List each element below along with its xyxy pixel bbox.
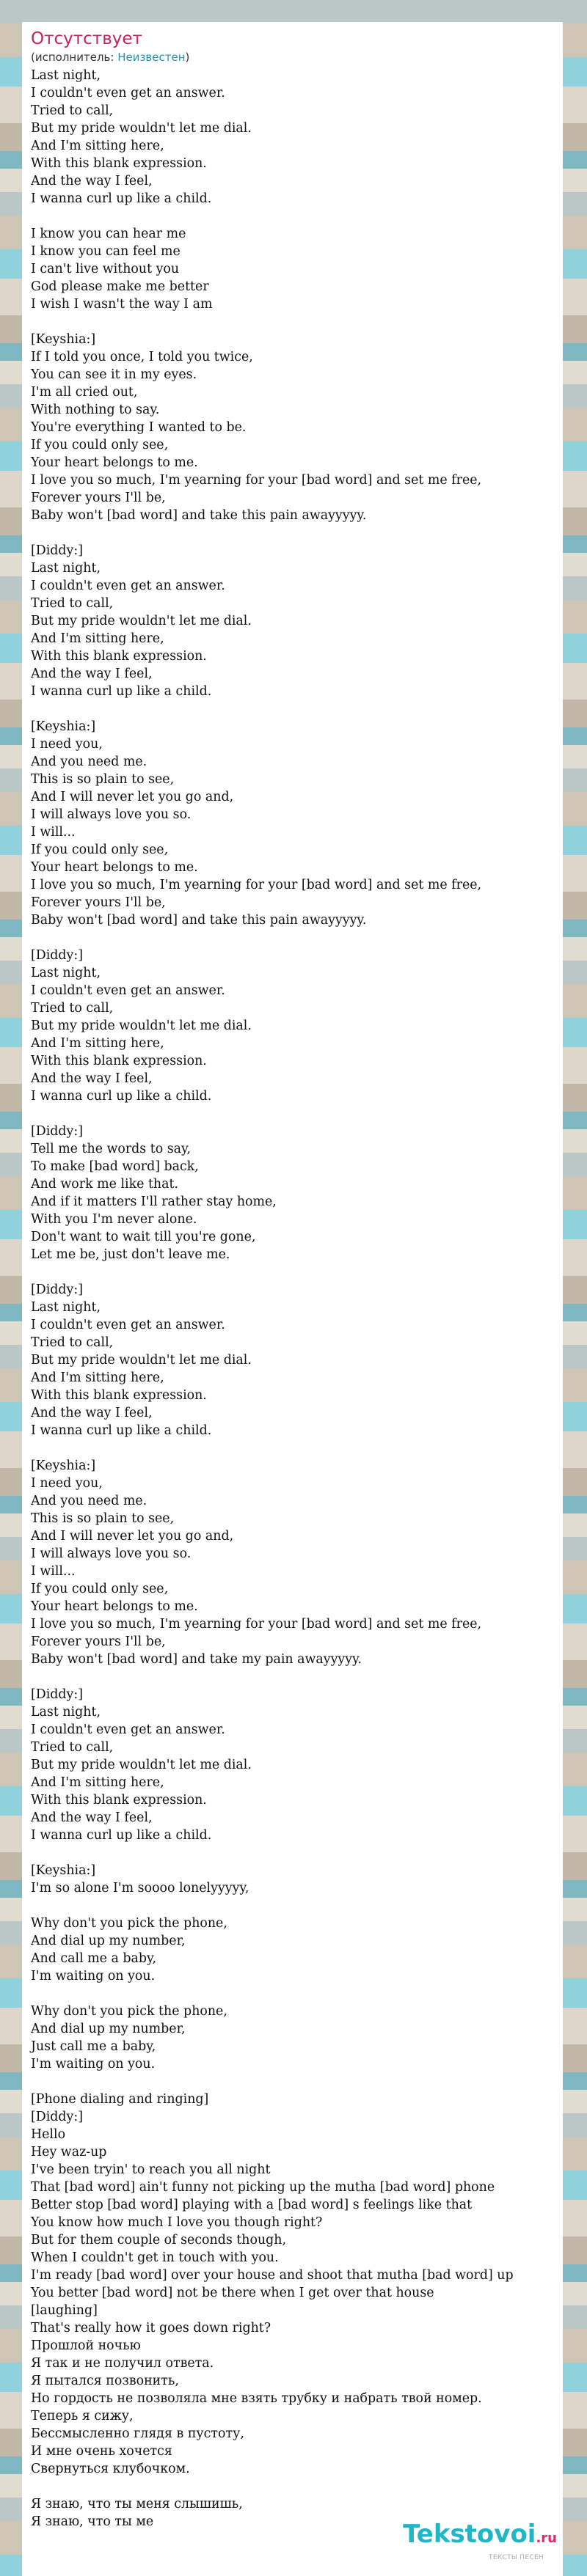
lyric-line: Tried to call,: [31, 1335, 114, 1350]
lyric-line: And I'm sitting here,: [31, 1775, 164, 1790]
lyric-line: [Keyshia:]: [31, 719, 96, 734]
lyric-line: Your heart belongs to me.: [31, 1599, 198, 1614]
lyric-line: And I will never let you go and,: [31, 790, 234, 804]
lyric-line: Hey waz-up: [31, 2145, 107, 2159]
lyric-line: [Diddy:]: [31, 948, 84, 963]
lyric-line: Я так и не получил ответа.: [31, 2356, 214, 2371]
lyric-line: [31, 700, 563, 718]
lyric-line: Tried to call,: [31, 1740, 114, 1755]
lyric-line: I will always love you so.: [31, 807, 192, 822]
lyric-line: I wanna curl up like a child.: [31, 1089, 212, 1104]
lyric-line: And I'm sitting here,: [31, 631, 164, 646]
lyric-line: [31, 929, 563, 947]
lyric-line: I wish I wasn't the way I am: [31, 297, 213, 312]
lyric-line: Let me be, just don't leave me.: [31, 1247, 230, 1262]
lyric-line: [31, 1105, 563, 1123]
lyric-line: This is so plain to see,: [31, 772, 175, 787]
lyric-line: [Diddy:]: [31, 1283, 84, 1297]
lyric-line: You can see it in my eyes.: [31, 367, 197, 382]
lyric-line: And work me like that.: [31, 1177, 179, 1192]
lyric-line: [31, 2073, 563, 2091]
lyric-line: I can't live without you: [31, 262, 180, 276]
lyric-line: [31, 313, 563, 331]
lyric-line: Tried to call,: [31, 1001, 114, 1016]
lyric-line: I will...: [31, 825, 76, 840]
lyric-line: And I'm sitting here,: [31, 1036, 164, 1051]
lyric-line: Why don't you pick the phone,: [31, 2004, 227, 2019]
lyric-line: You're everything I wanted to be.: [31, 420, 247, 435]
lyric-line: But my pride wouldn't let me dial.: [31, 1758, 252, 1772]
site-logo[interactable]: [400, 2520, 560, 2553]
lyric-line: But my pride wouldn't let me dial.: [31, 1019, 252, 1033]
lyric-line: I'm all cried out,: [31, 385, 138, 400]
lyric-line: And dial up my number,: [31, 2022, 186, 2036]
lyric-line: I couldn't even get an answer.: [31, 579, 225, 593]
lyric-line: Прошлой ночью: [31, 2338, 141, 2353]
lyric-line: [Diddy:]: [31, 1124, 84, 1139]
lyric-line: Don't want to wait till you're gone,: [31, 1230, 256, 1244]
lyric-line: And the way I feel,: [31, 667, 153, 681]
lyric-line: [31, 1439, 563, 1457]
lyric-line: With this blank expression.: [31, 1793, 207, 1808]
lyric-line: And the way I feel,: [31, 1810, 153, 1825]
lyric-line: Я знаю, что ты ме: [31, 2514, 154, 2529]
lyric-line: [31, 2478, 563, 2495]
lyric-line: With this blank expression.: [31, 649, 207, 664]
lyric-line: And call me a baby,: [31, 1951, 157, 1966]
lyric-line: With this blank expression.: [31, 1388, 207, 1403]
lyric-line: Baby won't [bad word] and take this pain awayyyyy.: [31, 913, 367, 928]
artist-link[interactable]: Неизвестен: [117, 51, 186, 64]
artist-prefix: (исполнитель:: [31, 51, 118, 64]
song-header: [22, 22, 563, 65]
lyric-line: I wanna curl up like a child.: [31, 1423, 212, 1438]
lyric-line: I love you so much, I'm yearning for your [bad word] and set me free,: [31, 473, 482, 488]
artist-suffix: ): [185, 51, 190, 64]
lyric-line: If you could only see,: [31, 843, 169, 857]
lyric-line: [31, 1897, 563, 1915]
lyric-line: I will...: [31, 1564, 76, 1579]
artist-line: [31, 50, 554, 65]
lyric-line: I couldn't even get an answer.: [31, 1722, 225, 1737]
lyric-line: With you I'm never alone.: [31, 1212, 197, 1227]
lyric-line: And I will never let you go and,: [31, 1529, 234, 1544]
lyric-line: You better [bad word] not be there when I get over that house: [31, 2286, 434, 2300]
lyric-line: [31, 1985, 563, 2003]
lyric-line: I know you can feel me: [31, 244, 181, 259]
lyric-line: I need you,: [31, 1476, 103, 1491]
lyric-line: [Diddy:]: [31, 2110, 84, 2124]
lyric-line: I've been tryin' to reach you all night: [31, 2162, 271, 2177]
lyric-line: Better stop [bad word] playing with a [bad word] s feelings like that: [31, 2198, 473, 2212]
lyric-line: Теперь я сижу,: [31, 2409, 134, 2423]
lyric-line: Your heart belongs to me.: [31, 455, 198, 470]
lyric-line: И мне очень хочется: [31, 2444, 172, 2459]
lyric-line: Forever yours I'll be,: [31, 491, 166, 505]
logo-tld-text: .ru: [536, 2531, 557, 2546]
lyric-line: And dial up my number,: [31, 1934, 186, 1948]
lyric-line: [31, 524, 563, 542]
lyric-line: And if it matters I'll rather stay home,: [31, 1195, 277, 1209]
lyric-line: And you need me.: [31, 755, 147, 769]
lyric-line: [31, 1844, 563, 1862]
lyric-line: Tell me the words to say,: [31, 1142, 192, 1156]
lyric-line: Tried to call,: [31, 596, 114, 611]
lyric-line: I love you so much, I'm yearning for your [bad word] and set me free,: [31, 1617, 482, 1632]
lyric-line: I know you can hear me: [31, 227, 186, 241]
lyric-line: [31, 1668, 563, 1686]
lyric-line: [Keyshia:]: [31, 1863, 96, 1878]
lyric-line: I'm waiting on you.: [31, 2057, 156, 2072]
lyric-line: I'm ready [bad word] over your house and shoot that mutha [bad word] up: [31, 2268, 514, 2283]
lyric-line: I wanna curl up like a child.: [31, 191, 212, 206]
lyric-line: If you could only see,: [31, 438, 169, 452]
lyric-line: Я пытался позвонить,: [31, 2374, 179, 2388]
song-title: Отсутствует: [31, 29, 142, 48]
lyric-line: If I told you once, I told you twice,: [31, 350, 253, 364]
lyric-line: I'm waiting on you.: [31, 1969, 156, 1984]
lyric-line: Just call me a baby,: [31, 2039, 156, 2054]
lyric-line: I need you,: [31, 737, 103, 752]
lyric-line: Hello: [31, 2127, 66, 2142]
lyric-line: [Diddy:]: [31, 1687, 84, 1702]
lyric-line: With this blank expression.: [31, 1054, 207, 1068]
lyric-line: I couldn't even get an answer.: [31, 983, 225, 998]
lyric-line: But for them couple of seconds though,: [31, 2233, 287, 2247]
lyric-line: Baby won't [bad word] and take my pain awayyyyy.: [31, 1652, 362, 1667]
lyrics-page: [22, 22, 563, 2576]
lyric-line: And you need me.: [31, 1494, 147, 1508]
lyric-line: [laughing]: [31, 2303, 98, 2318]
lyrics-text: [22, 67, 563, 2531]
lyric-line: Бессмысленно глядя в пустоту,: [31, 2426, 244, 2441]
lyric-line: That [bad word] ain't funny not picking up the mutha [bad word] phone: [31, 2180, 495, 2195]
lyric-line: And the way I feel,: [31, 1406, 153, 1420]
lyric-line: [Keyshia:]: [31, 1458, 96, 1473]
lyric-line: But my pride wouldn't let me dial.: [31, 1353, 252, 1368]
lyric-line: That's really how it goes down right?: [31, 2321, 271, 2335]
lyric-line: Tried to call,: [31, 103, 114, 118]
lyric-line: To make [bad word] back,: [31, 1159, 199, 1174]
lyric-line: [Diddy:]: [31, 543, 84, 558]
lyric-line: Baby won't [bad word] and take this pain awayyyyy.: [31, 508, 367, 523]
lyric-line: When I couldn't get in touch with you.: [31, 2250, 279, 2265]
lyric-line: And the way I feel,: [31, 1071, 153, 1086]
lyric-line: Your heart belongs to me.: [31, 860, 198, 875]
lyric-line: Forever yours I'll be,: [31, 895, 166, 910]
lyric-line: Last night,: [31, 561, 101, 576]
lyric-line: Я знаю, что ты меня слышишь,: [31, 2497, 243, 2511]
lyric-line: And the way I feel,: [31, 174, 153, 188]
lyric-line: Свернуться клубочком.: [31, 2462, 190, 2476]
lyric-line: God please make me better: [31, 279, 209, 294]
lyric-line: [Phone dialing and ringing]: [31, 2092, 209, 2107]
lyric-line: Last night,: [31, 68, 101, 83]
lyric-line: I'm so alone I'm soooo lonelyyyyy,: [31, 1881, 249, 1896]
lyric-line: Last night,: [31, 1705, 101, 1720]
lyric-line: But my pride wouldn't let me dial.: [31, 121, 252, 136]
lyric-line: I couldn't even get an answer.: [31, 1318, 225, 1332]
lyric-line: But my pride wouldn't let me dial.: [31, 614, 252, 628]
lyric-line: I love you so much, I'm yearning for your [bad word] and set me free,: [31, 878, 482, 892]
lyric-line: I wanna curl up like a child.: [31, 684, 212, 699]
lyric-line: [31, 208, 563, 225]
lyric-line: Forever yours I'll be,: [31, 1634, 166, 1649]
lyric-line: And I'm sitting here,: [31, 1370, 164, 1385]
lyric-line: [Keyshia:]: [31, 332, 96, 347]
lyric-line: With nothing to say.: [31, 403, 160, 417]
lyric-line: And I'm sitting here,: [31, 139, 164, 153]
lyric-line: With this blank expression.: [31, 156, 207, 171]
lyric-line: I will always love you so.: [31, 1546, 192, 1561]
lyric-line: You know how much I love you though right?: [31, 2215, 323, 2230]
lyric-line: This is so plain to see,: [31, 1511, 175, 1526]
lyric-line: Но гордость не позволяла мне взять трубку и набрать твой номер.: [31, 2391, 482, 2406]
lyric-line: Why don't you pick the phone,: [31, 1916, 227, 1931]
lyric-line: Last night,: [31, 966, 101, 980]
lyric-line: I couldn't even get an answer.: [31, 86, 225, 100]
lyric-line: If you could only see,: [31, 1582, 169, 1596]
lyric-line: Last night,: [31, 1300, 101, 1315]
logo-main-text: Tekstovoi: [403, 2520, 536, 2549]
logo-tagline: ТЕКСТЫ ПЕСЕН: [489, 2554, 544, 2561]
lyric-line: [31, 1263, 563, 1281]
lyric-line: I wanna curl up like a child.: [31, 1828, 212, 1843]
